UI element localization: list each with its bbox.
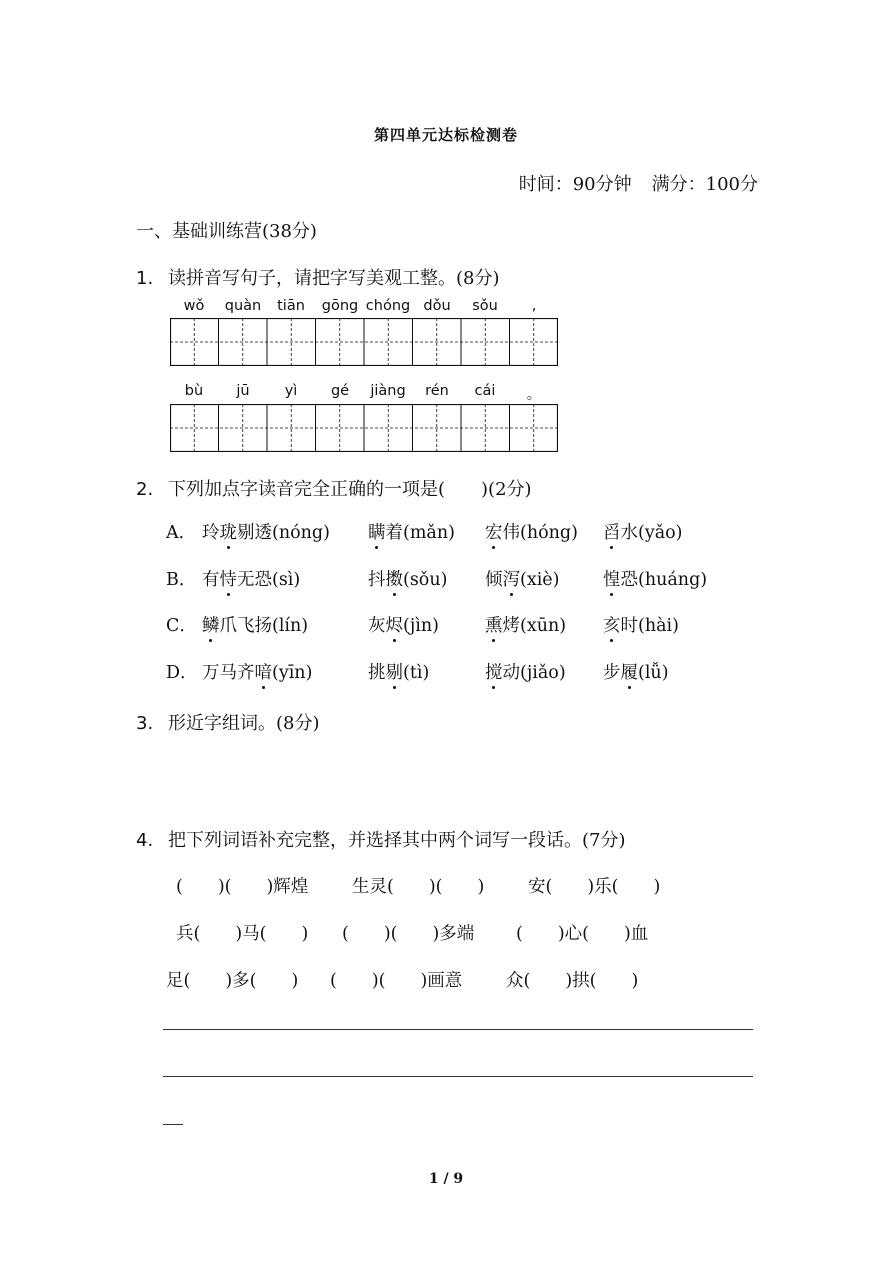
writing-line-2[interactable] bbox=[163, 1076, 753, 1077]
question-2 bbox=[136, 475, 532, 501]
dotted-char: 搅 bbox=[485, 659, 503, 684]
idiom-blank[interactable]: ( )( )多端 bbox=[342, 924, 475, 944]
writing-line-3[interactable] bbox=[163, 1124, 183, 1125]
page-title: 第四单元达标检测卷 bbox=[373, 126, 518, 144]
time-limit: 时间：90分钟 bbox=[518, 174, 632, 195]
pinyin-syllable: gōng bbox=[321, 298, 359, 314]
option-word: 玲珑剔透(nóng) bbox=[202, 519, 330, 544]
pinyin-syllable: dǒu bbox=[423, 298, 451, 314]
option-letter: D． bbox=[166, 663, 198, 683]
option-letter: A． bbox=[166, 523, 197, 543]
idiom-row-1[interactable] bbox=[166, 873, 706, 901]
pinyin-syllable: rén bbox=[425, 383, 449, 399]
pinyin-syllable: , bbox=[531, 298, 537, 314]
option-d[interactable] bbox=[166, 659, 726, 687]
dotted-char: 喑 bbox=[255, 659, 273, 684]
option-word: 灰烬(jìn) bbox=[368, 612, 439, 637]
dotted-char: 熏 bbox=[485, 612, 503, 637]
option-word: 搅动(jiǎo) bbox=[485, 659, 566, 684]
idiom-blank[interactable]: 生灵( )( ) bbox=[352, 877, 485, 897]
dotted-char: 恃 bbox=[220, 566, 238, 591]
dotted-char: 泻 bbox=[503, 566, 521, 591]
option-word: 宏伟(hóng) bbox=[485, 519, 578, 544]
pinyin-syllable: bù bbox=[184, 383, 204, 399]
section-heading: 一、基础训练营(38分) bbox=[136, 221, 317, 242]
pinyin-syllable: jū bbox=[236, 383, 250, 399]
option-word: 舀水(yǎo) bbox=[603, 519, 683, 544]
pinyin-syllable: cái bbox=[474, 383, 496, 399]
option-a[interactable] bbox=[166, 519, 726, 547]
question-text: 下列加点字读音完全正确的一项是( )(2分) bbox=[168, 479, 532, 500]
dotted-char: 舀 bbox=[603, 519, 621, 544]
full-score: 满分：100分 bbox=[651, 174, 758, 195]
pinyin-row-1 bbox=[170, 298, 560, 318]
idiom-blank[interactable]: 安( )乐( ) bbox=[528, 877, 661, 897]
option-word: 万马齐喑(yīn) bbox=[202, 659, 312, 684]
option-word: 惶恐(huáng) bbox=[603, 566, 707, 591]
option-word: 挑剔(tì) bbox=[368, 659, 429, 684]
dotted-char: 宏 bbox=[485, 519, 503, 544]
question-text: 把下列词语补充完整，并选择其中两个词写一段话。(7分) bbox=[168, 830, 626, 851]
dotted-char: 瞒 bbox=[368, 519, 386, 544]
writing-grid-2[interactable] bbox=[170, 404, 558, 452]
question-number: 2. bbox=[136, 479, 154, 500]
pinyin-syllable: yì bbox=[284, 383, 298, 399]
idiom-blank[interactable]: 兵( )马( ) bbox=[176, 924, 309, 944]
option-b[interactable] bbox=[166, 566, 726, 594]
dotted-char: 珑 bbox=[220, 519, 238, 544]
option-word: 熏烤(xūn) bbox=[485, 612, 566, 637]
option-word: 倾泻(xiè) bbox=[485, 566, 559, 591]
idiom-row-3[interactable] bbox=[166, 967, 706, 995]
idiom-blank[interactable]: 足( )多( ) bbox=[166, 971, 299, 991]
idiom-blank[interactable]: ( )( )画意 bbox=[330, 971, 463, 991]
pinyin-row-2 bbox=[170, 383, 560, 403]
idiom-blank[interactable]: ( )( )辉煌 bbox=[176, 877, 309, 897]
pinyin-syllable: jiàng bbox=[370, 383, 406, 399]
option-letter: C． bbox=[166, 616, 197, 636]
question-text: 读拼音写句子，请把字写美观工整。(8分) bbox=[168, 268, 500, 289]
pinyin-syllable: wǒ bbox=[183, 298, 205, 314]
writing-line-1[interactable] bbox=[163, 1029, 753, 1030]
dotted-char: 烬 bbox=[386, 612, 404, 637]
question-1 bbox=[136, 264, 500, 290]
question-number: 1. bbox=[136, 268, 154, 289]
dotted-char: 履 bbox=[621, 659, 639, 684]
dotted-char: 鳞 bbox=[202, 612, 220, 637]
option-letter: B． bbox=[166, 570, 197, 590]
option-word: 瞒着(mǎn) bbox=[368, 519, 455, 544]
page-number: 1 / 9 bbox=[428, 1171, 464, 1187]
option-word: 鳞爪飞扬(lín) bbox=[202, 612, 308, 637]
pinyin-syllable: gé bbox=[330, 383, 350, 399]
pinyin-syllable: tiān bbox=[277, 298, 305, 314]
idiom-blank[interactable]: ( )心( )血 bbox=[516, 924, 649, 944]
pinyin-syllable: sǒu bbox=[472, 298, 498, 314]
question-text: 形近字组词。(8分) bbox=[168, 713, 320, 734]
dotted-char: 擞 bbox=[386, 566, 404, 591]
question-number: 4. bbox=[136, 830, 154, 851]
option-word: 亥时(hài) bbox=[603, 612, 679, 637]
idiom-blank[interactable]: 众( )拱( ) bbox=[506, 971, 639, 991]
dotted-char: 惶 bbox=[603, 566, 621, 591]
question-number: 3. bbox=[136, 713, 154, 734]
idiom-row-2[interactable] bbox=[166, 920, 706, 948]
option-word: 步履(lǚ) bbox=[603, 659, 669, 684]
question-4 bbox=[136, 826, 626, 852]
writing-grid-1[interactable] bbox=[170, 318, 558, 366]
dotted-char: 剔 bbox=[386, 659, 404, 684]
pinyin-syllable: chóng bbox=[365, 298, 411, 314]
pinyin-syllable: 。 bbox=[526, 387, 542, 403]
option-word: 有恃无恐(sì) bbox=[202, 566, 300, 591]
pinyin-syllable: quàn bbox=[224, 298, 262, 314]
exam-meta bbox=[519, 170, 758, 196]
option-word: 抖擞(sǒu) bbox=[368, 566, 447, 591]
option-c[interactable] bbox=[166, 612, 726, 640]
question-3 bbox=[136, 709, 320, 735]
dotted-char: 亥 bbox=[603, 612, 621, 637]
